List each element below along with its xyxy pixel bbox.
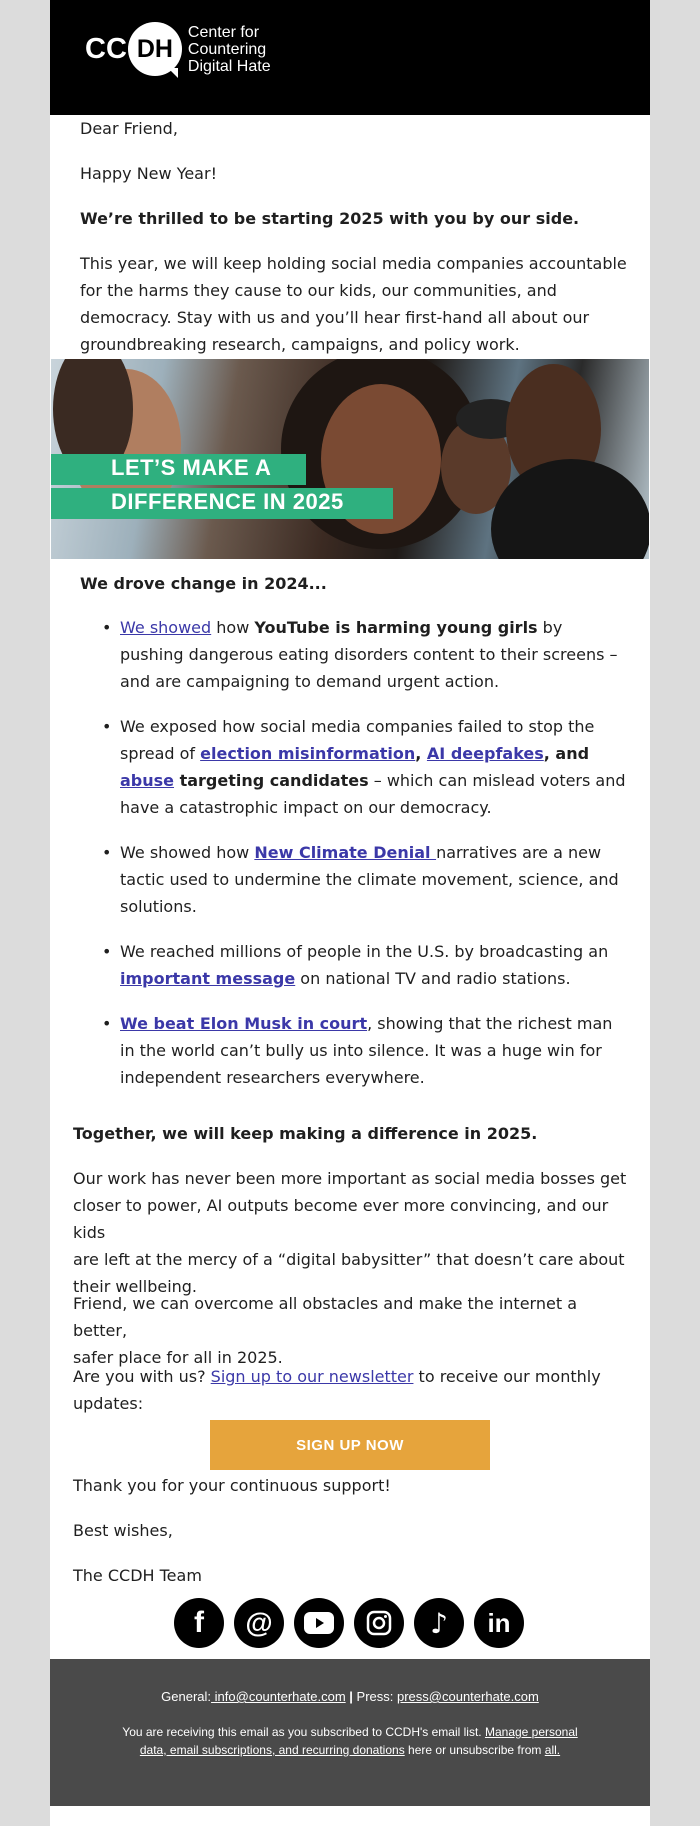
list-text: – which can mislead voters and have a catastrophic impact on our democracy. — [120, 771, 626, 817]
new-year-text: Happy New Year! — [80, 164, 217, 183]
list-text: , showing that the richest man in the world can’t bully us into silence. It was a huge win for independent researchers everywhere. — [120, 1014, 613, 1087]
threads-glyph: @ — [245, 1607, 273, 1638]
election-misinformation-link[interactable]: election misinformation — [200, 744, 416, 763]
footer-contacts — [50, 1689, 650, 1704]
list-item — [120, 713, 630, 821]
tiktok-icon[interactable] — [414, 1598, 464, 1648]
list-text: on national TV and radio stations. — [295, 969, 571, 988]
ai-deepfakes-link[interactable]: AI deepfakes — [426, 744, 544, 763]
press-label: Press: — [356, 1689, 397, 1704]
press-email-link[interactable]: press@counterhate.com — [397, 1689, 539, 1704]
intro-line: groundbreaking research, campaigns, and policy work. — [80, 335, 520, 354]
footer-notice — [90, 1723, 610, 1759]
threads-icon[interactable] — [234, 1598, 284, 1648]
new-climate-denial-link[interactable]: New Climate Denial — [254, 843, 437, 862]
work-line: are left at the mercy of a “digital babysitter” that doesn’t care about — [73, 1250, 625, 1269]
newsletter-signup-link[interactable]: Sign up to our newsletter — [210, 1367, 414, 1386]
work-line: closer to power, AI outputs become ever more convincing, and our kids — [73, 1196, 609, 1242]
newsletter-text: Are you with us? — [73, 1367, 211, 1386]
intro-line: for the harms they cause to our kids, our communities, and — [80, 281, 557, 300]
email-header — [50, 0, 650, 115]
best-wishes-text: Best wishes, — [73, 1521, 173, 1540]
youtube-icon[interactable] — [294, 1598, 344, 1648]
logo-line: Countering — [187, 40, 267, 58]
hero-banner-line1: LET’S MAKE A — [111, 455, 272, 480]
general-label: General: — [161, 1689, 212, 1704]
friend-line: Friend, we can overcome all obstacles and make the internet a better, — [73, 1294, 577, 1340]
unsubscribe-all-link[interactable]: all. — [544, 1743, 561, 1757]
together-heading: Together, we will keep making a difference in 2025. — [73, 1124, 538, 1143]
instagram-glyph — [366, 1610, 392, 1636]
linkedin-icon[interactable] — [474, 1598, 524, 1648]
work-line: their wellbeing. — [73, 1277, 198, 1296]
list-item — [120, 938, 630, 992]
friend-paragraph — [73, 1290, 633, 1371]
instagram-icon[interactable] — [354, 1598, 404, 1648]
newsletter-text: to receive our monthly — [413, 1367, 601, 1386]
intro-line: This year, we will keep holding social media companies accountable — [80, 254, 627, 273]
we-showed-link[interactable]: We showed — [120, 618, 212, 637]
youtube-glyph — [304, 1612, 334, 1634]
list-item — [120, 839, 630, 920]
logo-dh-circle: DH — [128, 22, 182, 76]
list-text: how — [211, 618, 255, 637]
facebook-icon[interactable] — [174, 1598, 224, 1648]
important-message-link[interactable]: important message — [120, 969, 296, 988]
logo-org-name — [188, 24, 271, 75]
list-text: by pushing dangerous eating disorders content to their screens – and are campaigning to demand urgent action. — [120, 618, 618, 691]
manage-link[interactable]: Manage personal — [484, 1725, 578, 1739]
intro-line: democracy. Stay with us and you’ll hear first-hand all about our — [80, 308, 590, 327]
notice-text: here or unsubscribe from — [404, 1743, 545, 1757]
work-paragraph — [73, 1165, 633, 1300]
abuse-link[interactable]: abuse — [120, 771, 175, 790]
beat-elon-musk-link[interactable]: We beat Elon Musk in court — [120, 1014, 368, 1033]
hero-clothing — [491, 459, 649, 559]
email-container — [50, 0, 650, 1826]
thrilled-heading: We’re thrilled to be starting 2025 with you by our side. — [80, 209, 580, 228]
logo-cc: CC — [85, 32, 127, 65]
sign-up-now-button[interactable]: SIGN UP NOW — [210, 1420, 490, 1470]
list-bold-text: YouTube is harming young girls — [254, 618, 538, 637]
hero-banner-line2: DIFFERENCE IN 2025 — [111, 489, 344, 514]
list-text: , — [415, 744, 427, 763]
logo-line: Center for — [187, 23, 260, 41]
signoff-text: The CCDH Team — [73, 1566, 202, 1585]
newsletter-paragraph — [73, 1363, 633, 1417]
notice-text: You are receiving this email as you subscribed to CCDH's email list. — [122, 1725, 485, 1739]
newsletter-text: updates: — [73, 1394, 144, 1413]
ccdh-logo[interactable] — [85, 22, 271, 76]
footer-divider: | — [345, 1689, 357, 1704]
intro-paragraph — [80, 250, 630, 358]
achievements-heading: We drove change in 2024... — [80, 574, 327, 593]
linkedin-glyph: in — [487, 1607, 511, 1638]
list-item — [120, 1010, 630, 1091]
logo-line: Digital Hate — [187, 57, 271, 75]
list-text: We exposed how social media companies failed to stop the spread of — [120, 717, 595, 763]
friend-line: safer place for all in 2025. — [73, 1348, 283, 1367]
list-bold-text: targeting candidates — [174, 771, 369, 790]
list-text: , and — [543, 744, 590, 763]
greeting: Dear Friend, — [80, 119, 178, 138]
thanks-text: Thank you for your continuous support! — [73, 1476, 391, 1495]
list-text: narratives are a new tactic used to undermine the climate movement, science, and solutions. — [120, 843, 619, 916]
manage-link[interactable]: data, email subscriptions, and recurring donations — [139, 1743, 405, 1757]
list-text: We reached millions of people in the U.S. by broadcasting an — [120, 942, 609, 961]
list-item — [120, 614, 630, 695]
general-email-link[interactable]: info@counterhate.com — [211, 1689, 346, 1704]
list-text: We showed how — [120, 843, 255, 862]
email-footer — [50, 1659, 650, 1806]
achievements-list — [120, 614, 630, 1091]
tiktok-glyph: ♪ — [430, 1606, 448, 1640]
social-links — [174, 1598, 524, 1648]
hero-image — [51, 359, 649, 559]
work-line: Our work has never been more important as social media bosses get — [73, 1169, 627, 1188]
facebook-glyph: f — [194, 1606, 204, 1639]
